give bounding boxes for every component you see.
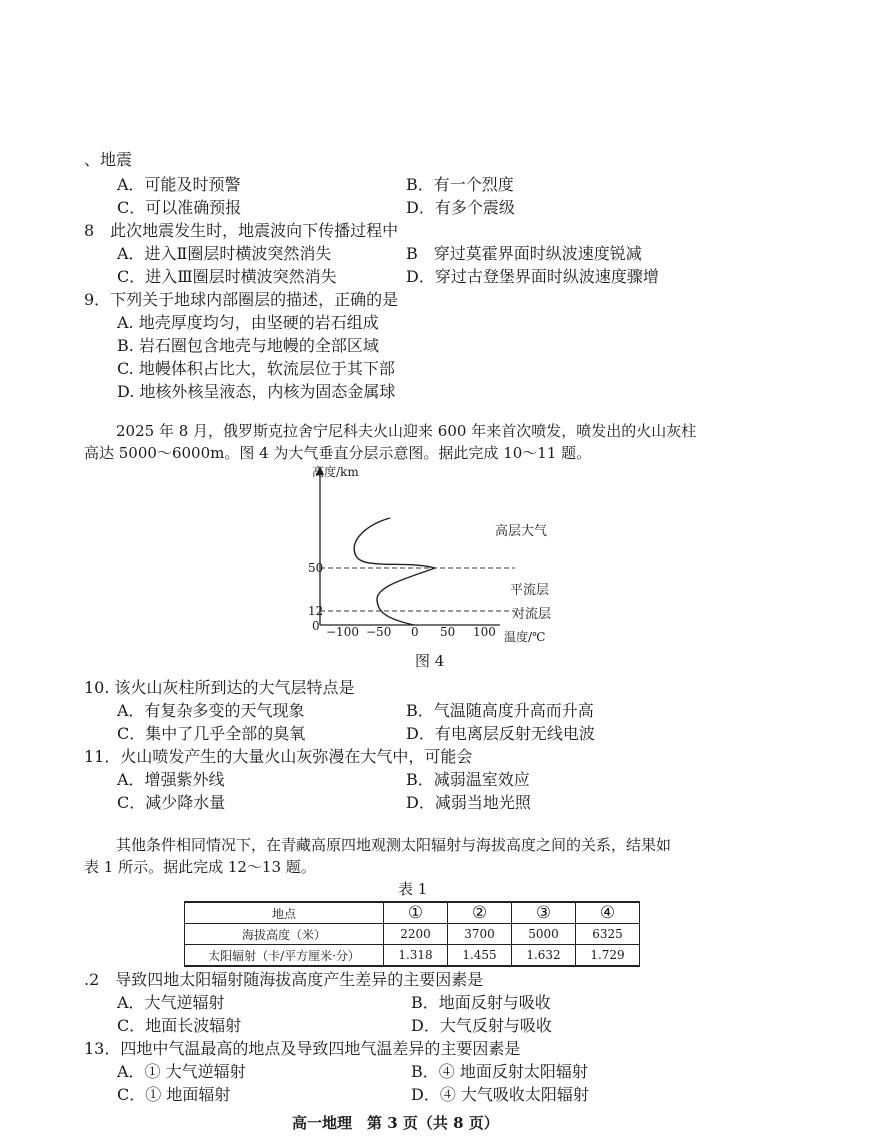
x-tick-minus100: −100 (326, 625, 359, 639)
intro-paragraph-1-line-1: 2025 年 8 月，俄罗斯克拉舍宁尼科夫火山迎来 600 年来首次喷发，喷发出的火山灰柱 (116, 422, 697, 440)
q12-option-d: D．大气反射与吸收 (411, 1016, 552, 1035)
q12-option-b: B．地面反射与吸收 (411, 993, 551, 1012)
figure-4-atmosphere-diagram (290, 460, 580, 650)
question-10-stem: 10. 该火山灰柱所到达的大气层特点是 (84, 678, 355, 697)
question-7-stem: 、地震 (84, 150, 133, 169)
q8-option-d: D．穿过古登堡界面时纵波速度骤增 (406, 267, 659, 286)
table-cell: 1.318 (384, 945, 448, 967)
question-11-stem: 11．火山喷发产生的大量火山灰弥漫在大气中，可能会 (84, 747, 473, 766)
x-tick-minus50: −50 (366, 625, 392, 639)
table-cell: 5000 (512, 924, 576, 945)
table-cell: 1.455 (448, 945, 512, 967)
q11-option-a: A．增强紫外线 (117, 770, 225, 789)
label-upper-atmosphere: 高层大气 (495, 524, 548, 539)
figure-4-caption: 图 4 (415, 652, 445, 670)
table-cell: 3700 (448, 924, 512, 945)
y-axis-label: 高度/km (312, 465, 359, 479)
table-cell: 1.729 (576, 945, 640, 967)
q12-option-c: C．地面长波辐射 (117, 1016, 242, 1035)
temperature-curve (354, 518, 435, 625)
q12-option-a: A．大气逆辐射 (117, 993, 225, 1012)
q9-option-c: C. 地幔体积占比大，软流层位于其下部 (117, 359, 395, 378)
label-troposphere: 对流层 (512, 607, 552, 622)
q11-option-b: B．减弱温室效应 (406, 770, 530, 789)
q10-option-a: A．有复杂多变的天气现象 (117, 701, 305, 720)
question-12-stem: .2 导致四地太阳辐射随海拔高度产生差异的主要因素是 (84, 970, 484, 989)
table-row (185, 924, 640, 945)
table-cell: 2200 (384, 924, 448, 945)
table-1 (184, 901, 640, 967)
q13-option-a: A．① 大气逆辐射 (117, 1062, 246, 1081)
intro-paragraph-2-line-1: 其他条件相同情况下，在青藏高原四地观测太阳辐射与海拔高度之间的关系，结果如 (116, 836, 672, 854)
y-tick-12: 12 (308, 604, 324, 618)
x-tick-100: 100 (473, 625, 496, 639)
q13-option-d: D．④ 大气吸收太阳辐射 (411, 1085, 589, 1104)
q9-option-a: A. 地壳厚度均匀，由坚硬的岩石组成 (117, 313, 379, 332)
q8-option-a: A．进入Ⅱ圈层时横波突然消失 (117, 244, 332, 263)
table-header-cell: ① (384, 902, 448, 924)
table-header-cell: 地点 (185, 902, 384, 924)
table-cell: 1.632 (512, 945, 576, 967)
q11-option-d: D．减弱当地光照 (406, 793, 531, 812)
table-row (185, 945, 640, 967)
q7-option-d: D．有多个震级 (406, 198, 515, 217)
table-header-cell: ③ (512, 902, 576, 924)
q7-option-a: A．可能及时预警 (117, 175, 241, 194)
question-9-stem: 9．下列关于地球内部圈层的描述，正确的是 (84, 290, 399, 309)
x-tick-50: 50 (440, 625, 456, 639)
q9-option-b: B. 岩石圈包含地壳与地幔的全部区域 (117, 336, 379, 355)
q7-option-c: C．可以准确预报 (117, 198, 242, 217)
table-header-row (185, 902, 640, 924)
q11-option-c: C．减少降水量 (117, 793, 226, 812)
intro-paragraph-2-line-2: 表 1 所示。据此完成 12～13 题。 (84, 858, 316, 876)
intro-paragraph-1-line-2: 高达 5000～6000m。图 4 为大气垂直分层示意图。据此完成 10～11 题。 (84, 444, 592, 462)
x-tick-0: 0 (411, 625, 419, 639)
y-tick-50: 50 (308, 561, 324, 575)
table-header-cell: ④ (576, 902, 640, 924)
label-stratosphere: 平流层 (510, 583, 550, 598)
table-cell: 海拔高度（米） (185, 924, 384, 945)
q10-option-b: B．气温随高度升高而升高 (406, 701, 594, 720)
page-footer: 高一地理 第 3 页（共 8 页） (292, 1114, 499, 1132)
y-tick-0: 0 (312, 619, 320, 633)
table-cell: 6325 (576, 924, 640, 945)
question-8-stem: 8 此次地震发生时，地震波向下传播过程中 (84, 221, 399, 240)
table-header-cell: ② (448, 902, 512, 924)
q8-option-c: C．进入Ⅲ圈层时横波突然消失 (117, 267, 337, 286)
q13-option-b: B．④ 地面反射太阳辐射 (411, 1062, 588, 1081)
x-axis-label: 温度/℃ (504, 630, 546, 644)
question-13-stem: 13．四地中气温最高的地点及导致四地气温差异的主要因素是 (84, 1039, 521, 1058)
table-1-title: 表 1 (398, 880, 428, 898)
table-cell: 太阳辐射（卡/平方厘米·分） (185, 945, 384, 967)
q8-option-b: B 穿过莫霍界面时纵波速度锐减 (406, 244, 642, 263)
q7-option-b: B．有一个烈度 (406, 175, 514, 194)
q13-option-c: C．① 地面辐射 (117, 1085, 231, 1104)
q10-option-c: C．集中了几乎全部的臭氧 (117, 724, 306, 743)
q10-option-d: D．有电离层反射无线电波 (406, 724, 595, 743)
q9-option-d: D. 地核外核呈液态，内核为固态金属球 (117, 382, 396, 401)
